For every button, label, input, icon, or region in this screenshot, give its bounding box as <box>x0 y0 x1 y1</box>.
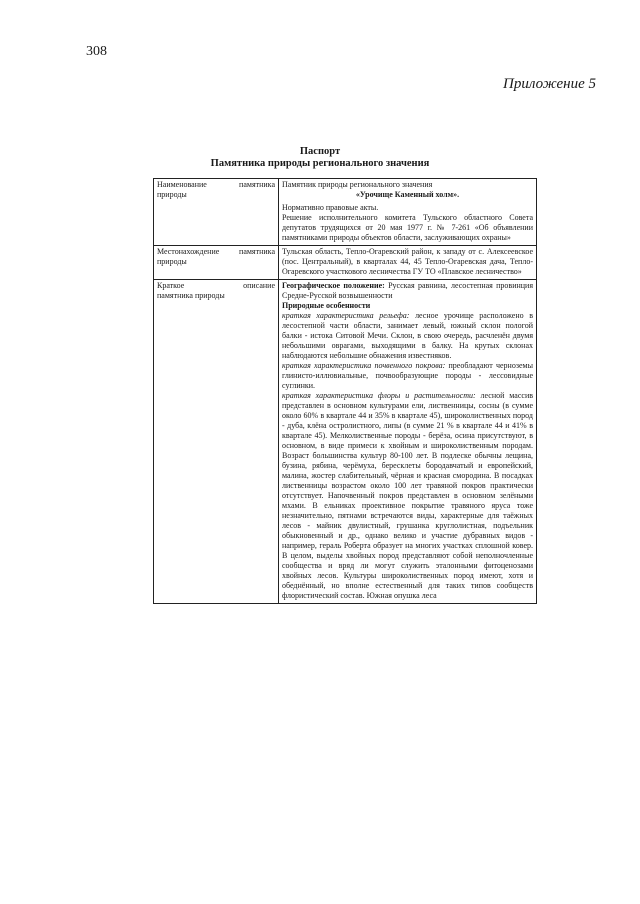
flora-text: лесной массив представлен в основном культурами ели, лиственницы, сосны (в сумме около 60% в квартале 44 и 35% в квартале 45), широколиственных пород - дуба, клёна остролистного, липы (в сумме 21 % в квартале 44 и 41% в квартале 45). Мелколиственные породы - берёза, осина присутствуют, в основном, в виде примеси к хвойным и широколиственным породам. Возраст большинства культур 80-100 лет. В подлеске обычны лещина, бузина, рябина, черёмуха, бересклеты бородавчатый и европейский, малина, жостер слабительный, чёрная и красная смородина. В посадках лиственницы возрастом около 100 лет травяной покров практически отсутствует. Напочвенный покров представлен в основном зелёными мхами. В ельниках проективное покрытие травяного яруса тоже незначительно, пятнами встречаются виды, характерные для таёжных лесов - майник двулистный, грушанка круглолистная, подъельник обыкновенный и др., однако велико и участие дубравных видов - например, гераль Роберта образует на многих участках сплошной ковер. В целом, выделы хвойных пород представляют собой неполночленные сообщества и вряд ли могут служить эталонными фитоценозами хвойных лесов. Культуры широколиственных пород имеют, хотя и обеднённый, но вполне естественный для таких типов сообществ флористический состав. Южная опушка леса <box>282 391 534 600</box>
label-rest: памятника природы <box>157 291 225 300</box>
flora-label: краткая характеристика флоры и растительности: <box>282 391 476 400</box>
geo-paragraph <box>282 281 533 301</box>
row-label-name: Наименование памятника природы <box>154 179 279 246</box>
label-word-2: описание <box>243 281 275 290</box>
relief-text: лесное урочище расположено в лесостепной части области, занимает левый, южный склон пологой балки - истока Ситовой Мечи. Склон, в свою очередь, расчленён двумя небольшими оврагами, выходящими в балку. На крутых склонах наблюдаются небольшие обнажения известняков. <box>282 311 533 360</box>
appendix-label: Приложение 5 <box>503 76 596 92</box>
table-row-name <box>154 179 537 246</box>
geo-text: Русская равнина, лесостепная провинция Средне-Русской возвышенности <box>282 281 533 300</box>
legal-acts-text: Решение исполнительного комитета Тульского областного Совета депутатов трудящихся от 20 мая 1977 г. № 7-261 «Об объявлении памятниками природы объектов области, заслуживающих охраны» <box>282 213 533 242</box>
page-number: 308 <box>86 44 107 59</box>
legal-acts-heading: Нормативно правовые акты. <box>282 203 379 212</box>
row-label-description <box>154 280 279 604</box>
relief-paragraph <box>282 311 533 361</box>
relief-label: краткая характеристика рельефа: <box>282 311 410 320</box>
soil-paragraph <box>282 361 533 391</box>
geo-label: Географическое положение: <box>282 281 385 290</box>
features-heading: Природные особенности <box>282 301 371 310</box>
title-line-2: Памятника природы регионального значения <box>210 158 430 169</box>
table-row-location <box>154 246 537 280</box>
row-value-description <box>279 280 537 604</box>
title-line-1: Паспорт <box>299 146 341 157</box>
table-row-description <box>154 280 537 604</box>
document-title <box>0 146 640 170</box>
soil-label: краткая характеристика почвенного покрова: <box>282 361 446 370</box>
row-label-location: Местонахождение памятника природы <box>154 246 279 280</box>
flora-paragraph <box>282 391 533 601</box>
label-first-line <box>157 281 275 291</box>
name-line-1: Памятник природы регионального значения <box>282 180 433 189</box>
label-word-1: Краткое <box>157 281 185 290</box>
soil-text: преобладают черноземы глинисто-иллювиальные, почвообразующие породы - лессовидные суглинки. <box>282 361 533 390</box>
monument-name: «Урочище Каменный холм». <box>355 190 460 199</box>
row-value-name <box>279 179 537 246</box>
row-value-location: Тульская область, Тепло-Огаревский район, к западу от с. Алексеевское (пос. Центральный), в кварталах 44, 45 Тепло-Огаревская дача, Тепло-Огаревского участкового лесничества ГУ ТО «Плавское лесничество» <box>279 246 537 280</box>
passport-table <box>153 178 537 604</box>
